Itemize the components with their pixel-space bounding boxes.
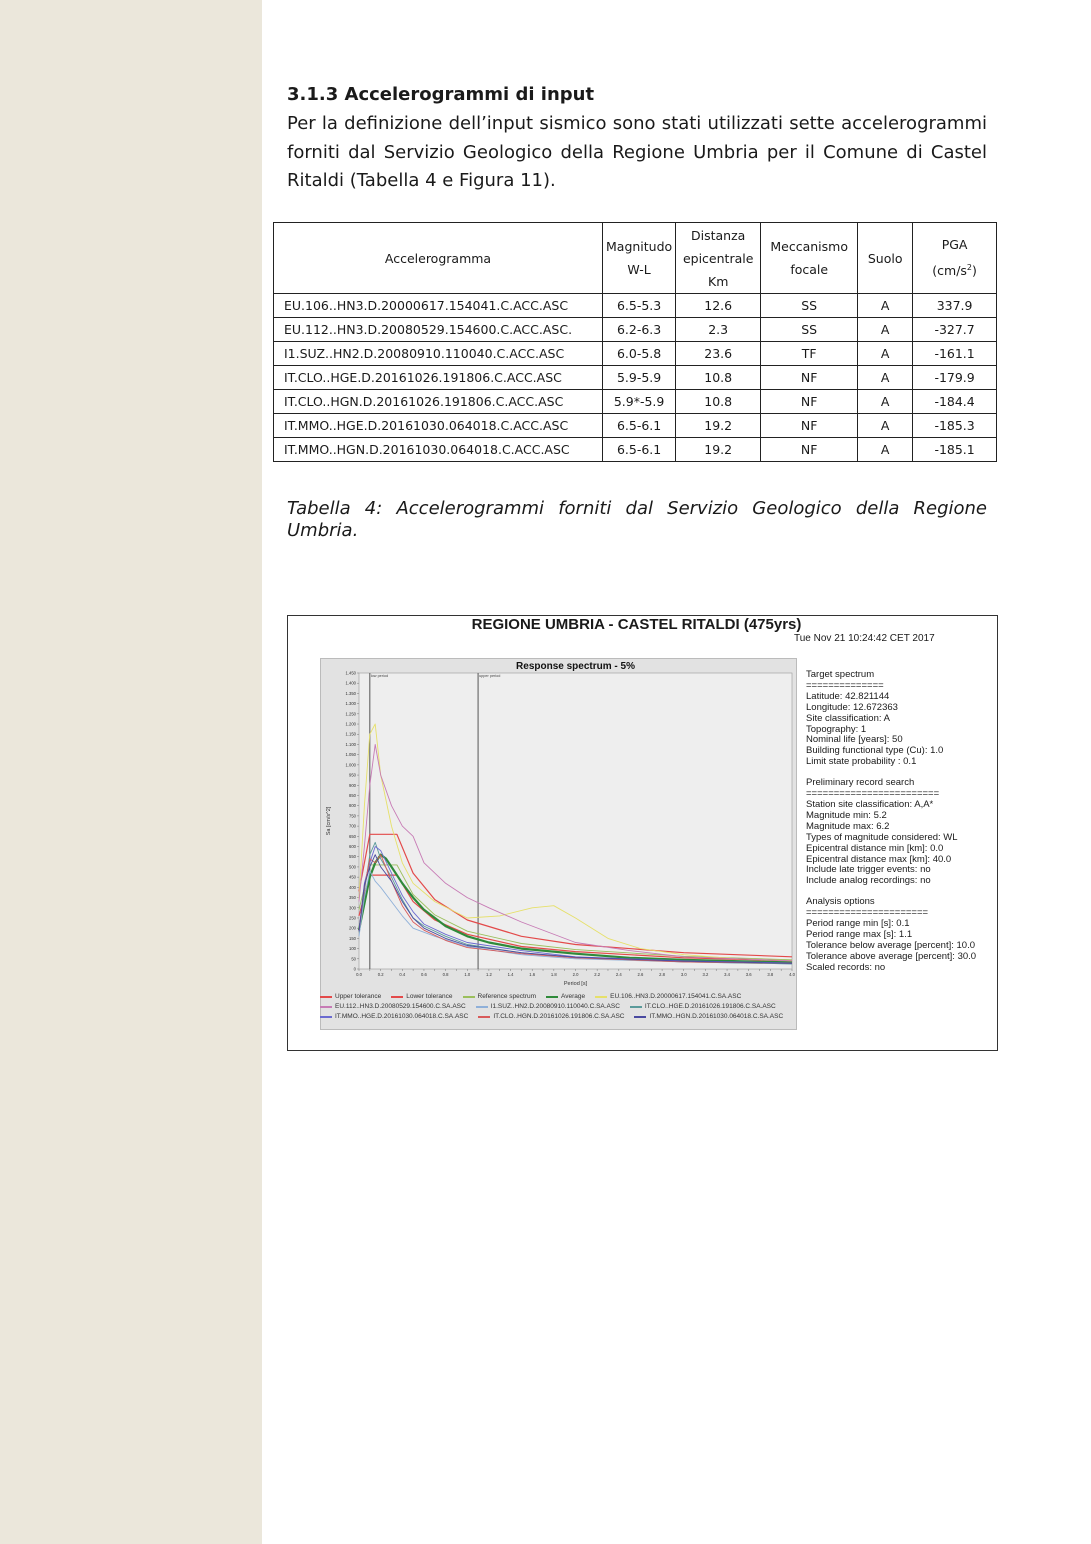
- cell-pga: -161.1: [913, 342, 997, 366]
- analysis-info-panel: [806, 670, 996, 984]
- info-line: Station site classification: A,A*: [806, 798, 934, 810]
- table-row: [274, 294, 997, 318]
- cell-accelerogramma: IT.MMO..HGN.D.20161030.064018.C.ACC.ASC: [274, 438, 603, 462]
- info-line: Period range max [s]: 1.1: [806, 928, 913, 940]
- y-tick-label: 350: [349, 895, 356, 901]
- header-suolo: Suolo: [858, 223, 913, 294]
- info-line: Magnitude max: 6.2: [806, 820, 890, 832]
- header-accelerogramma: Accelerogramma: [274, 223, 603, 294]
- y-axis-label: Sa [cm/s^2]: [326, 806, 332, 836]
- y-tick-label: 50: [351, 956, 356, 962]
- info-line: Nominal life [years]: 50: [806, 734, 903, 746]
- section-heading: 3.1.3 Accelerogrammi di input: [287, 84, 595, 105]
- y-tick-label: 1.450: [345, 670, 356, 676]
- header-distanza: Distanza epicentrale Km: [676, 223, 761, 294]
- cell-meccanismo: SS: [761, 318, 858, 342]
- legend-swatch: [478, 1016, 490, 1018]
- legend-label: IT.MMO..HGN.D.20161030.064018.C.SA.ASC: [649, 1013, 784, 1020]
- info-line: Magnitude min: 5.2: [806, 809, 887, 821]
- table-caption: Tabella 4: Accelerogrammi forniti dal Servizio Geologico della Regione Umbria.: [287, 498, 987, 541]
- legend-row: [320, 1002, 800, 1012]
- accelerograms-table: [273, 222, 997, 462]
- plot-area: [359, 673, 792, 969]
- x-tick-label: 1.4: [507, 972, 514, 977]
- x-tick-label: 2.2: [594, 972, 601, 977]
- response-spectrum-figure: [287, 615, 998, 1051]
- cell-meccanismo: NF: [761, 438, 858, 462]
- cell-suolo: A: [858, 390, 913, 414]
- y-tick-label: 250: [349, 915, 356, 921]
- table-header-row: [274, 223, 997, 294]
- legend-label: EU.112..HN3.D.20080529.154600.C.SA.ASC: [335, 1003, 466, 1010]
- cell-pga: -184.4: [913, 390, 997, 414]
- x-tick-label: 0.2: [377, 972, 384, 977]
- legend-label: Lower tolerance: [406, 993, 453, 1000]
- legend-swatch: [320, 1006, 332, 1008]
- x-tick-label: 3.8: [767, 972, 774, 977]
- y-tick-label: 550: [349, 854, 356, 860]
- info-line: Site classification: A: [806, 712, 890, 724]
- legend-item: [463, 992, 537, 1002]
- legend-label: IT.CLO..HGE.D.20161026.191806.C.SA.ASC: [644, 1003, 776, 1010]
- cell-suolo: A: [858, 438, 913, 462]
- cell-meccanismo: SS: [761, 294, 858, 318]
- y-tick-label: 100: [349, 946, 356, 952]
- analysis-options-group: [806, 897, 996, 973]
- legend-label: IT.MMO..HGE.D.20161030.064018.C.SA.ASC: [335, 1013, 469, 1020]
- cell-suolo: A: [858, 294, 913, 318]
- cell-magnitudo: 5.9*-5.9: [603, 390, 676, 414]
- legend-item: [478, 1012, 624, 1022]
- figure-date: Tue Nov 21 10:24:42 CET 2017: [794, 633, 935, 644]
- table-row: [274, 390, 997, 414]
- cell-distanza: 19.2: [676, 438, 761, 462]
- y-tick-label: 1.250: [345, 711, 356, 717]
- legend-swatch: [630, 1006, 642, 1008]
- y-tick-label: 1.000: [345, 762, 356, 768]
- header-meccanismo: Meccanismo focale: [761, 223, 858, 294]
- cell-pga: -185.1: [913, 438, 997, 462]
- legend-swatch: [634, 1016, 646, 1018]
- y-tick-label: 300: [349, 905, 356, 911]
- x-tick-label: 0.4: [399, 972, 406, 977]
- legend-item: [391, 992, 452, 1002]
- legend-swatch: [320, 1016, 332, 1018]
- cell-meccanismo: TF: [761, 342, 858, 366]
- y-tick-label: 1.400: [345, 680, 356, 686]
- info-line: Latitude: 42.821144: [806, 690, 890, 702]
- legend-label: Reference spectrum: [477, 993, 537, 1000]
- cell-magnitudo: 6.2-6.3: [603, 318, 676, 342]
- info-line: Building functional type (Cu): 1.0: [806, 745, 944, 757]
- cell-suolo: A: [858, 366, 913, 390]
- y-tick-label: 600: [349, 844, 356, 850]
- table-row: [274, 318, 997, 342]
- x-tick-label: 1.0: [464, 972, 471, 977]
- header-magnitudo: Magnitudo W-L: [603, 223, 676, 294]
- table-row: [274, 366, 997, 390]
- cell-magnitudo: 6.5-6.1: [603, 414, 676, 438]
- y-tick-label: 450: [349, 874, 356, 880]
- cell-suolo: A: [858, 318, 913, 342]
- info-line: ========================: [806, 788, 940, 800]
- y-tick-label: 1.100: [345, 741, 356, 747]
- info-line: Period range min [s]: 0.1: [806, 918, 910, 930]
- y-tick-label: 200: [349, 925, 356, 931]
- page-side-band: [0, 0, 262, 1544]
- table-row: [274, 414, 997, 438]
- legend-swatch: [595, 996, 607, 998]
- period-line-label: low period: [370, 674, 389, 678]
- x-tick-label: 0.8: [442, 972, 449, 977]
- x-tick-label: 2.8: [659, 972, 666, 977]
- cell-suolo: A: [858, 342, 913, 366]
- legend-item: [320, 992, 381, 1002]
- legend-item: [595, 992, 741, 1002]
- info-line: ======================: [806, 907, 929, 919]
- legend-row: [320, 992, 800, 1002]
- preliminary-search-group: [806, 778, 996, 887]
- cell-accelerogramma: EU.106..HN3.D.20000617.154041.C.ACC.ASC: [274, 294, 603, 318]
- y-tick-label: 1.300: [345, 701, 356, 707]
- cell-distanza: 10.8: [676, 366, 761, 390]
- period-line-label: upper period: [479, 674, 501, 678]
- info-line: Scaled records: no: [806, 961, 886, 973]
- legend-row: [320, 1012, 800, 1022]
- y-tick-label: 800: [349, 803, 356, 809]
- info-line: Include late trigger events: no: [806, 864, 931, 876]
- info-line: Include analog recordings: no: [806, 875, 931, 887]
- table-row: [274, 342, 997, 366]
- info-line: Preliminary record search: [806, 777, 915, 789]
- legend-item: [320, 1012, 468, 1022]
- legend-item: [476, 1002, 620, 1012]
- chart-frame: [320, 658, 797, 1030]
- cell-pga: -185.3: [913, 414, 997, 438]
- legend-label: I1.SUZ..HN2.D.20080910.110040.C.SA.ASC: [490, 1003, 620, 1010]
- y-tick-label: 1.050: [345, 752, 356, 758]
- cell-pga: 337.9: [913, 294, 997, 318]
- info-line: Epicentral distance max [km]: 40.0: [806, 853, 952, 865]
- header-pga: PGA $(cm/s^2)$: [913, 223, 997, 294]
- cell-magnitudo: 5.9-5.9: [603, 366, 676, 390]
- legend-label: IT.CLO..HGN.D.20161026.191806.C.SA.ASC: [493, 1013, 625, 1020]
- info-line: ==============: [806, 679, 884, 691]
- y-tick-label: 500: [349, 864, 356, 870]
- info-line: Topography: 1: [806, 723, 867, 735]
- figure-title: REGIONE UMBRIA - CASTEL RITALDI (475yrs): [471, 616, 802, 633]
- info-line: Epicentral distance min [km]: 0.0: [806, 842, 944, 854]
- cell-distanza: 23.6: [676, 342, 761, 366]
- y-tick-label: 0: [353, 966, 356, 972]
- x-axis-label: Period [s]: [563, 981, 588, 987]
- legend-label: Upper tolerance: [335, 993, 382, 1000]
- x-tick-label: 1.2: [485, 972, 492, 977]
- y-tick-label: 650: [349, 833, 356, 839]
- cell-magnitudo: 6.5-6.1: [603, 438, 676, 462]
- legend-item: [546, 992, 585, 1002]
- chart-title: Response spectrum - 5%: [516, 661, 635, 672]
- cell-accelerogramma: I1.SUZ..HN2.D.20080910.110040.C.ACC.ASC: [274, 342, 603, 366]
- legend-swatch: [391, 996, 403, 998]
- x-tick-label: 2.4: [615, 972, 622, 977]
- info-line: Limit state probability : 0.1: [806, 756, 917, 768]
- cell-pga: -179.9: [913, 366, 997, 390]
- info-line: Target spectrum: [806, 669, 875, 680]
- table-row: [274, 438, 997, 462]
- legend-item: [630, 1002, 776, 1012]
- cell-accelerogramma: EU.112..HN3.D.20080529.154600.C.ACC.ASC.: [274, 318, 603, 342]
- y-tick-label: 700: [349, 823, 356, 829]
- target-spectrum-group: [806, 670, 996, 768]
- legend-swatch: [476, 1006, 488, 1008]
- cell-accelerogramma: IT.CLO..HGN.D.20161026.191806.C.ACC.ASC: [274, 390, 603, 414]
- y-tick-label: 750: [349, 813, 356, 819]
- x-tick-label: 2.6: [637, 972, 644, 977]
- legend-swatch: [320, 996, 332, 998]
- cell-meccanismo: NF: [761, 414, 858, 438]
- cell-magnitudo: 6.5-5.3: [603, 294, 676, 318]
- cell-suolo: A: [858, 414, 913, 438]
- x-tick-label: 0.6: [421, 972, 427, 977]
- legend-swatch: [546, 996, 558, 998]
- cell-pga: -327.7: [913, 318, 997, 342]
- legend-label: Average: [561, 993, 586, 1000]
- intro-paragraph: Per la definizione dell’input sismico sono stati utilizzati sette accelerogrammi forniti dal Servizio Geologico della Regione Umbria per il Comune di Castel Ritaldi (Tabella 4 e Figura 11).: [287, 113, 987, 191]
- cell-meccanismo: NF: [761, 390, 858, 414]
- x-tick-label: 3.4: [724, 972, 730, 977]
- cell-distanza: 19.2: [676, 414, 761, 438]
- response-spectrum-chart: [321, 659, 796, 989]
- x-tick-label: 2.0: [572, 972, 579, 977]
- cell-distanza: 2.3: [676, 318, 761, 342]
- legend-swatch: [463, 996, 475, 998]
- legend-item: [320, 1002, 466, 1012]
- chart-legend: [320, 992, 800, 1022]
- y-tick-label: 850: [349, 792, 356, 798]
- info-line: Analysis options: [806, 896, 875, 908]
- x-tick-label: 4.0: [789, 972, 795, 977]
- x-tick-label: 0.0: [356, 972, 362, 977]
- x-tick-label: 3.6: [745, 972, 752, 977]
- info-line: Longitude: 12.672363: [806, 701, 898, 713]
- cell-distanza: 10.8: [676, 390, 761, 414]
- y-tick-label: 1.350: [345, 690, 356, 696]
- x-tick-label: 3.0: [680, 972, 687, 977]
- x-tick-label: 1.8: [550, 972, 557, 977]
- cell-distanza: 12.6: [676, 294, 761, 318]
- x-tick-label: 1.6: [529, 972, 536, 977]
- y-tick-label: 1.200: [345, 721, 356, 727]
- y-tick-label: 150: [349, 935, 356, 941]
- cell-meccanismo: NF: [761, 366, 858, 390]
- info-line: Tolerance above average [percent]: 30.0: [806, 950, 977, 962]
- info-line: Tolerance below average [percent]: 10.0: [806, 939, 975, 951]
- y-tick-label: 950: [349, 772, 356, 778]
- info-line: Types of magnitude considered: WL: [806, 831, 958, 843]
- y-tick-label: 900: [349, 782, 356, 788]
- cell-accelerogramma: IT.MMO..HGE.D.20161030.064018.C.ACC.ASC: [274, 414, 603, 438]
- x-tick-label: 3.2: [702, 972, 709, 977]
- y-tick-label: 1.150: [345, 731, 356, 737]
- legend-label: EU.106..HN3.D.20000617.154041.C.SA.ASC: [610, 993, 742, 1000]
- cell-accelerogramma: IT.CLO..HGE.D.20161026.191806.C.ACC.ASC: [274, 366, 603, 390]
- legend-item: [634, 1012, 783, 1022]
- y-tick-label: 400: [349, 884, 356, 890]
- cell-magnitudo: 6.0-5.8: [603, 342, 676, 366]
